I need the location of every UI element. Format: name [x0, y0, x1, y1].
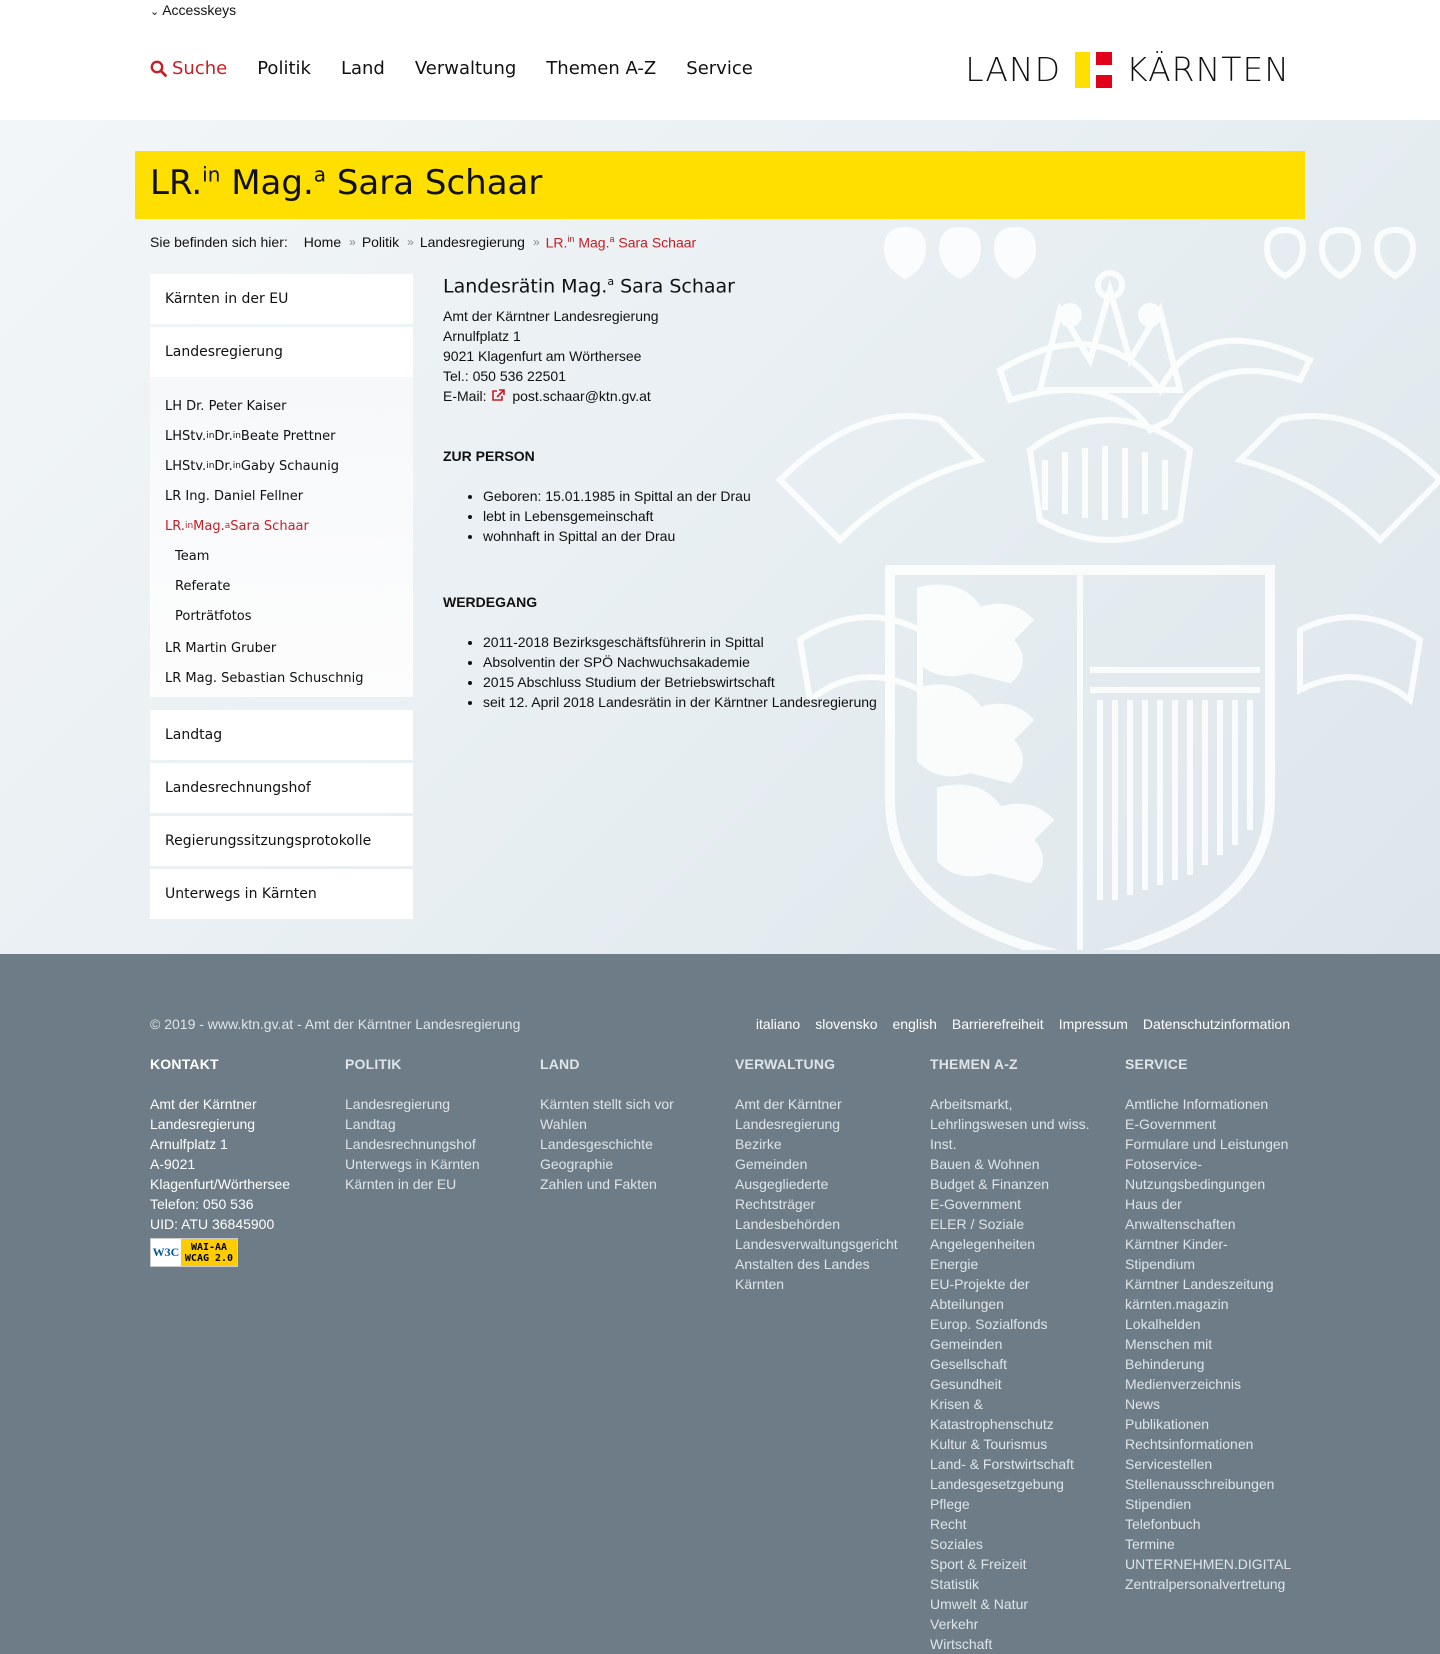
sidebar-subsubitem-portraetfotos[interactable]: Porträtfotos [175, 608, 252, 624]
footer-link[interactable]: Energie [930, 1256, 979, 1272]
footer-link[interactable]: Statistik [930, 1576, 980, 1592]
footer-link[interactable]: Amt der Kärntner [735, 1096, 842, 1112]
list-item: • Geboren: 15.01.1985 in Spittal an der Drau [483, 486, 1003, 506]
footer-link[interactable]: Zentralpersonalvertretung [1125, 1576, 1286, 1592]
sidebar-subitem-schaar[interactable]: LR. in Mag. a Sara Schaar [165, 518, 309, 534]
footer-link-barrierefreiheit[interactable]: Barrierefreiheit [951, 1016, 1044, 1032]
footer-heading: LAND [540, 1056, 580, 1072]
sidebar-item-unterwegs-in-kaernten[interactable]: Unterwegs in Kärnten [150, 869, 413, 919]
sidebar-subsubitem-team[interactable]: Team [175, 548, 210, 564]
footer-link[interactable]: Publikationen [1125, 1416, 1210, 1432]
nav-themen-a-z[interactable]: Themen A-Z [546, 58, 657, 79]
footer-link[interactable]: Kultur & Tourismus [930, 1436, 1048, 1452]
w3c-logo-icon: W3C [152, 1245, 180, 1259]
footer-col-kontakt: KONTAKT Amt der Kärntner Landesregierung Arnulfplatz 1 A-9021 Klagenfurt/Wörthersee Telefon: 050 536 UID: ATU 36845900 W3C WAI-AA WCAG 2.0 [150, 1056, 340, 1267]
person-facts-list [443, 486, 1003, 546]
site-footer [0, 954, 1440, 1654]
footer-link[interactable]: Landesregierung [345, 1096, 451, 1112]
footer-link[interactable]: Angelegenheiten [930, 1236, 1036, 1252]
footer-link[interactable]: Abteilungen [930, 1296, 1004, 1312]
footer-link[interactable]: Pflege [930, 1496, 970, 1512]
breadcrumb-label: Sie befinden sich hier: [150, 234, 288, 251]
footer-link[interactable]: Anstalten des Landes [735, 1256, 870, 1272]
sidebar-subgroup [150, 377, 413, 697]
double-chevron-right-icon: » [349, 235, 356, 250]
footer-link[interactable]: Stellenausschreibungen [1125, 1476, 1275, 1492]
footer-link[interactable]: E-Government [1125, 1116, 1217, 1132]
footer-link[interactable]: Landesregierung [735, 1116, 841, 1132]
chevron-down-icon: ⌄ [150, 6, 160, 18]
footer-link[interactable]: Lehrlingswesen und wiss. [930, 1116, 1090, 1132]
footer-col-land [540, 1056, 730, 1194]
footer-link[interactable]: Kärntner Kinder- [1125, 1236, 1228, 1252]
footer-link[interactable]: Fotoservice- [1125, 1156, 1203, 1172]
breadcrumb [150, 234, 696, 251]
footer-link[interactable]: Menschen mit [1125, 1336, 1213, 1352]
footer-link[interactable]: Stipendien [1125, 1496, 1192, 1512]
footer-col-politik [345, 1056, 535, 1194]
footer-link-impressum[interactable]: Impressum [1058, 1016, 1128, 1032]
footer-link-english[interactable]: english [892, 1016, 937, 1032]
list-item: • seit 12. April 2018 Landesrätin in der Kärntner Landesregierung [483, 692, 1003, 712]
footer-link[interactable]: Haus der [1125, 1196, 1182, 1212]
breadcrumb-home[interactable]: Home [303, 234, 342, 251]
accesskeys-toggle[interactable]: ⌄ Accesskeys [150, 2, 237, 18]
footer-col-themen [930, 1056, 1120, 1654]
wcag-badge[interactable]: W3C WAI-AA WCAG 2.0 [150, 1238, 238, 1267]
footer-link[interactable]: kärnten.magazin [1125, 1296, 1229, 1312]
footer-link[interactable]: Gemeinden [930, 1336, 1003, 1352]
footer-link[interactable]: Bauen & Wohnen [930, 1156, 1040, 1172]
footer-link[interactable]: Landtag [345, 1116, 396, 1132]
sidebar-item-landesrechnungshof[interactable]: Landesrechnungshof [150, 763, 413, 813]
footer-link[interactable]: Behinderung [1125, 1356, 1205, 1372]
address-line: 9021 Klagenfurt am Wörthersee [443, 348, 642, 365]
sidebar-subitem-gruber[interactable]: LR Martin Gruber [165, 640, 277, 656]
footer-link[interactable]: Rechtsträger [735, 1196, 816, 1212]
footer-link[interactable]: Termine [1125, 1536, 1175, 1552]
external-link-icon [491, 389, 505, 402]
career-list [443, 632, 1003, 712]
footer-link-datenschutz[interactable]: Datenschutzinformation [1142, 1016, 1290, 1032]
footer-link[interactable]: Amtliche Informationen [1125, 1096, 1269, 1112]
footer-link[interactable]: E-Government [930, 1196, 1022, 1212]
footer-link-italiano[interactable]: italiano [755, 1016, 801, 1032]
main-content [443, 275, 1003, 712]
footer-link[interactable]: Lokalhelden [1125, 1316, 1201, 1332]
footer-link[interactable]: EU-Projekte der [930, 1276, 1030, 1292]
footer-link[interactable]: Europ. Sozialfonds [930, 1316, 1048, 1332]
sidebar-item-landesregierung[interactable]: Landesregierung [150, 327, 413, 377]
list-item: • 2011-2018 Bezirksgeschäftsführerin in Spittal [483, 632, 1003, 652]
footer-link[interactable]: Geographie [540, 1156, 614, 1172]
sidebar-subsubitem-referate[interactable]: Referate [175, 578, 231, 594]
footer-link[interactable]: Gesundheit [930, 1376, 1002, 1392]
page-title: LR.$^{in}$ Mag.$^a$ Sara Schaar [150, 162, 543, 203]
nav-verwaltung[interactable]: Verwaltung [414, 58, 517, 79]
footer-link[interactable]: Landesverwaltungsgericht [735, 1236, 898, 1252]
nav-politik[interactable]: Politik [257, 58, 311, 79]
sidebar-subitem-schuschnig[interactable]: LR Mag. Sebastian Schuschnig [165, 670, 364, 686]
list-item: • wohnhaft in Spittal an der Drau [483, 526, 1003, 546]
footer-link[interactable]: Unterwegs in Kärnten [345, 1156, 480, 1172]
footer-link[interactable]: Wahlen [540, 1116, 587, 1132]
footer-link[interactable]: Nutzungsbedingungen [1125, 1176, 1266, 1192]
footer-link[interactable]: Bezirke [735, 1136, 782, 1152]
footer-link[interactable]: Landesgeschichte [540, 1136, 653, 1152]
footer-link[interactable]: Stipendium [1125, 1256, 1196, 1272]
nav-service[interactable]: Service [686, 58, 753, 79]
footer-link[interactable]: Wirtschaft [930, 1636, 993, 1652]
nav-land[interactable]: Land [340, 58, 385, 79]
list-item: • lebt in Lebensgemeinschaft [483, 506, 1003, 526]
footer-link[interactable]: Servicestellen [1125, 1456, 1213, 1472]
search-icon [150, 60, 167, 77]
footer-link[interactable]: Verkehr [930, 1616, 979, 1632]
footer-link[interactable]: Soziales [930, 1536, 983, 1552]
logo-mark-icon [1075, 52, 1112, 88]
double-chevron-right-icon: » [407, 235, 414, 250]
footer-link[interactable]: Sport & Freizeit [930, 1556, 1027, 1572]
breadcrumb-politik[interactable]: Politik [361, 234, 400, 251]
footer-link[interactable]: Arbeitsmarkt, [930, 1096, 1013, 1112]
footer-link[interactable]: News [1125, 1396, 1161, 1412]
footer-link[interactable]: Medienverzeichnis [1125, 1376, 1241, 1392]
section-heading-werdegang: WERDEGANG [443, 594, 538, 611]
sidebar-subitem-fellner[interactable]: LR Ing. Daniel Fellner [165, 488, 304, 504]
footer-link[interactable]: Recht [930, 1516, 967, 1532]
footer-link[interactable]: Kärnten [735, 1276, 785, 1292]
sidebar-subitem-schaunig[interactable]: LHStv. in Dr. in Gaby Schaunig [165, 458, 339, 474]
address-line: Amt der Kärntner Landesregierung [443, 308, 659, 325]
footer-heading: SERVICE [1125, 1056, 1188, 1072]
nav-search[interactable]: Suche [150, 58, 227, 79]
sidebar-item-landtag[interactable]: Landtag [150, 710, 413, 760]
breadcrumb-landesregierung[interactable]: Landesregierung [419, 234, 525, 251]
person-name: Landesrätin Mag.$^a$ Sara Schaar [443, 275, 735, 298]
footer-link[interactable]: Budget & Finanzen [930, 1176, 1050, 1192]
footer-link[interactable]: Krisen & [930, 1396, 983, 1412]
footer-heading: VERWALTUNG [735, 1056, 836, 1072]
footer-heading: KONTAKT [150, 1056, 219, 1072]
footer-col-verwaltung [735, 1056, 925, 1294]
breadcrumb-current[interactable]: LR.$^{in}$ Mag.$^a$ Sara Schaar [545, 234, 697, 251]
footer-link[interactable]: Rechtsinformationen [1125, 1436, 1254, 1452]
phone-line: Tel.: 050 536 22501 [443, 368, 566, 385]
main-navigation [150, 58, 753, 79]
site-logo[interactable]: LAND KÄRNTEN [965, 50, 1290, 89]
footer-link[interactable]: Ausgegliederte [735, 1176, 829, 1192]
double-chevron-right-icon: » [532, 235, 540, 250]
sidebar-item-kaernten-in-der-eu[interactable]: Kärnten in der EU [150, 274, 413, 324]
footer-link[interactable]: Land- & Forstwirtschaft [930, 1456, 1074, 1472]
footer-links [756, 1016, 1290, 1032]
footer-link-slovensko[interactable]: slovensko [815, 1016, 878, 1032]
footer-link[interactable]: Gesellschaft [930, 1356, 1008, 1372]
sidebar-item-regierungssitzungsprotokolle[interactable]: Regierungssitzungsprotokolle [150, 816, 413, 866]
footer-col-service [1125, 1056, 1315, 1594]
content-area [0, 120, 1440, 954]
footer-link[interactable]: Katastrophenschutz [930, 1416, 1054, 1432]
section-heading-person: ZUR PERSON [443, 448, 535, 465]
address-line: Arnulfplatz 1 [443, 328, 521, 345]
footer-link[interactable]: Anwaltenschaften [1125, 1216, 1236, 1232]
footer-link[interactable]: Kärntner Landeszeitung [1125, 1276, 1274, 1292]
sidebar-subitem-kaiser[interactable]: LH Dr. Peter Kaiser [165, 398, 287, 414]
footer-link[interactable]: Kärnten stellt sich vor [540, 1096, 674, 1112]
sidebar-subitem-prettner[interactable]: LHStv. in Dr. in Beate Prettner [165, 428, 336, 444]
email-line: E-Mail: post.schaar@ktn.gv.at [443, 388, 651, 405]
site-header [0, 0, 1440, 120]
footer-link[interactable]: Landesgesetzgebung [930, 1476, 1064, 1492]
footer-link[interactable]: Kärnten in der EU [345, 1176, 457, 1192]
footer-link[interactable]: Inst. [930, 1136, 957, 1152]
footer-link[interactable]: Zahlen und Fakten [540, 1176, 657, 1192]
footer-link[interactable]: ELER / Soziale [930, 1216, 1025, 1232]
footer-link[interactable]: Umwelt & Natur [930, 1596, 1029, 1612]
footer-heading: POLITIK [345, 1056, 402, 1072]
footer-link[interactable]: Formulare und Leistungen [1125, 1136, 1289, 1152]
copyright: © 2019 - www.ktn.gv.at - Amt der Kärntner Landesregierung [150, 1016, 521, 1032]
footer-link[interactable]: Landesbehörden [735, 1216, 841, 1232]
email-link[interactable]: post.schaar@ktn.gv.at [512, 388, 651, 405]
sidebar [150, 274, 413, 922]
footer-heading: THEMEN A-Z [930, 1056, 1018, 1072]
page-title-bar [135, 151, 1305, 219]
footer-link[interactable]: Landesrechnungshof [345, 1136, 476, 1152]
list-item: • Absolventin der SPÖ Nachwuchsakademie [483, 652, 1003, 672]
footer-link[interactable]: UNTERNEHMEN.DIGITAL [1125, 1556, 1292, 1572]
footer-link[interactable]: Gemeinden [735, 1156, 808, 1172]
list-item: • 2015 Abschluss Studium der Betriebswirtschaft [483, 672, 1003, 692]
footer-link[interactable]: Telefonbuch [1125, 1516, 1201, 1532]
